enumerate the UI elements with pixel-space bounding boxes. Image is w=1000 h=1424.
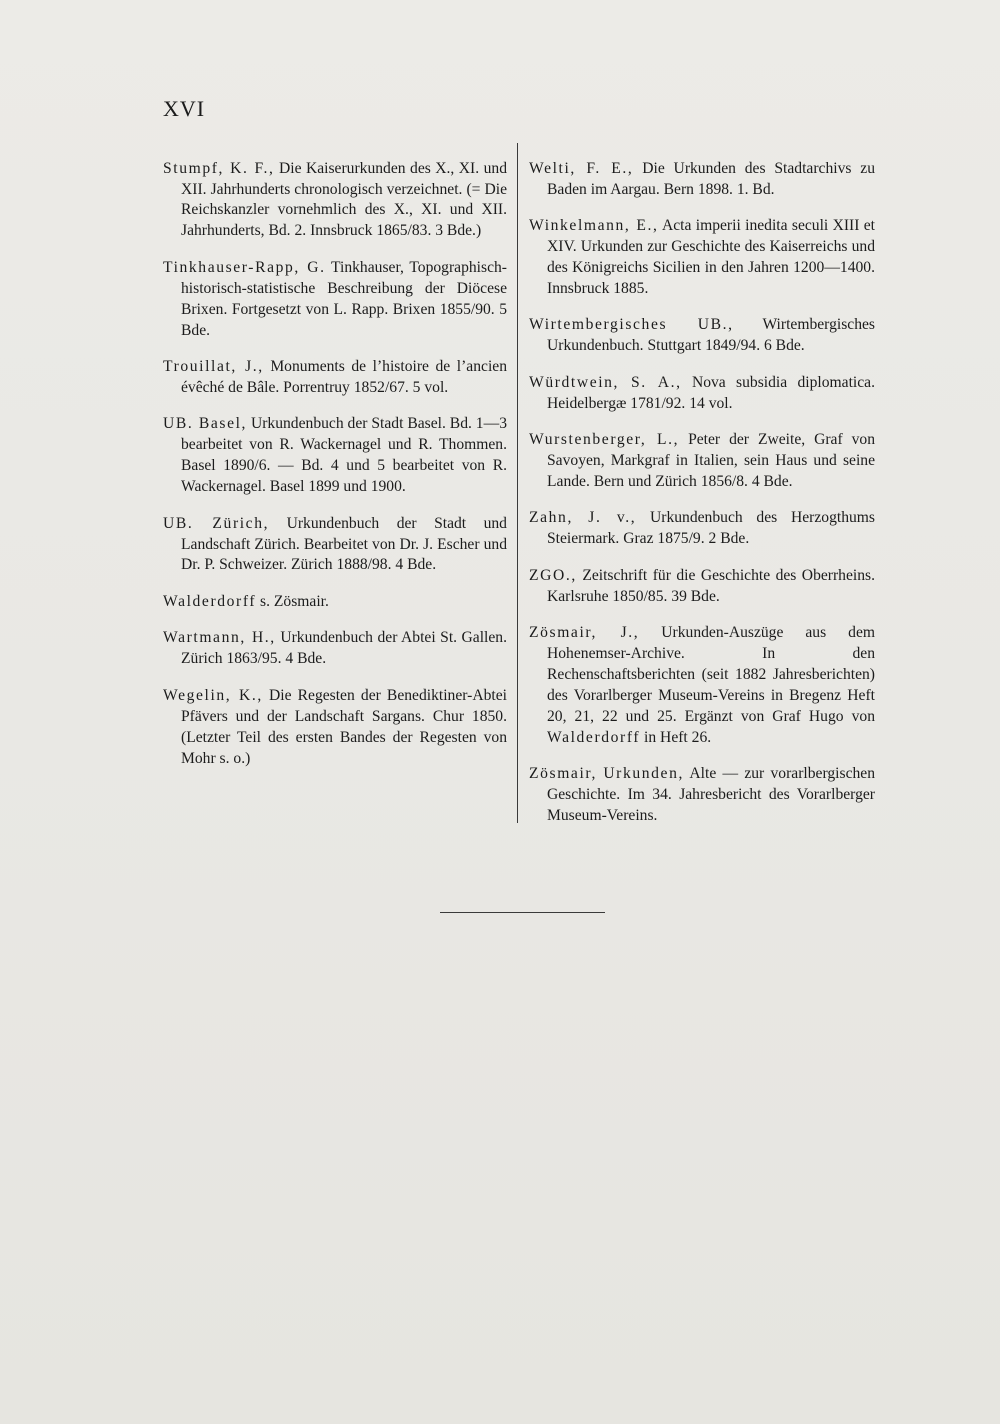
- entry-author: Walderdorff: [163, 592, 257, 610]
- bibliography-entry: [529, 216, 875, 300]
- entry-text: Urkunden-Auszüge aus dem Hohenemser-Archive. In den Rechenschaftsberichten (seit 1882 Jahresberichten) des Vorarlberger Museum-Vereins in Bregenz Heft 20, 21, 22 und 25. Ergänzt von Graf Hugo von: [547, 624, 875, 725]
- entry-text: Alte — zur vorarlbergischen Geschichte. Im 34. Jahresbericht des Vorarlberger Museum-Vereins.: [547, 765, 876, 824]
- column-divider: [517, 143, 518, 823]
- entry-text: Die Regesten der Benediktiner-Abtei Pfävers und der Landschaft Sargans. Chur 1850. (Letzter Teil des ersten Bandes der Regesten von Mohr s. o.): [181, 686, 507, 767]
- entry-text: Die Kaiserurkunden des X., XI. und XII. Jahrhunderts chronologisch verzeichnet. (= Die Reichskanzler vornehmlich des X., XI. und XII. Jahrhunderts, Bd. 2. Innsbruck 1865/83. 3 Bde.): [181, 159, 507, 240]
- left-column: [163, 143, 507, 780]
- entry-text: Nova subsidia diplomatica. Heidelbergæ 1781/92. 14 vol.: [547, 373, 875, 412]
- entry-author: Zösmair,: [529, 765, 598, 783]
- entry-author: Stumpf, K. F.,: [163, 159, 275, 177]
- entry-author: Würdtwein, S. A.,: [529, 373, 682, 391]
- entry-author: Trouillat, J.,: [163, 358, 264, 376]
- bibliography-entry: [529, 566, 875, 608]
- bibliography-entry: [163, 414, 507, 498]
- entry-text: Peter der Zweite, Graf von Savoyen, Markgraf in Italien, sein Haus und seine Lande. Bern und Zürich 1856/8. 4 Bde.: [547, 431, 876, 490]
- entry-author: Tinkhauser-Rapp, G.: [163, 258, 326, 276]
- entry-author: Wartmann, H.,: [163, 629, 276, 647]
- bibliography-entry: [163, 514, 507, 577]
- bibliography-entry: [529, 764, 875, 827]
- entry-text: Urkundenbuch des Herzogthums Steiermark. Graz 1875/9. 2 Bde.: [547, 509, 875, 548]
- bibliography-entry: [529, 373, 875, 415]
- page-number: XVI: [163, 96, 206, 121]
- entry-text: Wirtembergisches Urkundenbuch. Stuttgart 1849/94. 6 Bde.: [547, 316, 875, 355]
- entry-text: in Heft 26.: [644, 728, 712, 746]
- entry-text: Zeitschrift für die Geschichte des Oberrheins. Karlsruhe 1850/85. 39 Bde.: [547, 566, 875, 605]
- right-column: [529, 143, 875, 837]
- bibliography-entry: [163, 628, 507, 670]
- entry-spaced-name: Walderdorff: [547, 728, 641, 746]
- entry-author: UB. Zürich,: [163, 514, 270, 532]
- entry-text: Die Urkunden des Stadtarchivs zu Baden im Aargau. Bern 1898. 1. Bd.: [547, 159, 875, 198]
- entry-text: Urkundenbuch der Stadt und Landschaft Zürich. Bearbeitet von Dr. J. Escher und Dr. P. Schweizer. Zürich 1888/98. 4 Bde.: [181, 514, 507, 574]
- bibliography-entry: [529, 508, 875, 550]
- entry-text: s. Zösmair.: [260, 592, 329, 610]
- entry-author: Zahn, J. v.,: [529, 509, 637, 527]
- bibliography-entry: [529, 430, 875, 493]
- entry-author: Wegelin, K.,: [163, 686, 263, 704]
- entry-spaced-title: Urkunden,: [603, 765, 684, 783]
- entry-author: Winkelmann, E.,: [529, 217, 659, 234]
- bibliography-entry: [529, 315, 875, 357]
- bibliography-entry: [163, 357, 507, 399]
- bibliography-entry: [163, 258, 507, 342]
- entry-text: Urkundenbuch der Abtei St. Gallen. Zürich 1863/95. 4 Bde.: [181, 629, 508, 668]
- entry-author: Zösmair, J.,: [529, 624, 640, 642]
- entry-author: Welti, F. E.,: [529, 159, 634, 177]
- bibliography-entry: [163, 159, 507, 243]
- entry-text: Urkundenbuch der Stadt Basel. Bd. 1—3 bearbeitet von R. Wackernagel und R. Thommen. Basel 1890/6. — Bd. 4 und 5 bearbeitet von R. Wackernagel. Basel 1899 und 1900.: [181, 415, 507, 496]
- bibliography-entry: [529, 623, 875, 748]
- end-rule: [440, 912, 605, 913]
- entry-author: Wirtembergisches UB.,: [529, 316, 734, 334]
- entry-author: UB. Basel,: [163, 415, 248, 433]
- entry-author: Wurstenberger, L.,: [529, 431, 680, 449]
- entry-text: Tinkhauser, Topographisch-historisch-statistische Beschreibung der Diöcese Brixen. Fortgesetzt von L. Rapp. Brixen 1855/90. 5 Bde.: [181, 258, 507, 339]
- bibliography-entry: [163, 592, 507, 613]
- entry-author: ZGO.,: [529, 566, 577, 584]
- entry-text: Acta imperii inedita seculi XIII et XIV. Urkunden zur Geschichte des Kaiserreichs und des Königreichs Sicilien in den Jahren 1200—1400. Innsbruck 1885.: [547, 217, 875, 297]
- bibliography-entry: [163, 686, 507, 770]
- bibliography-entry: [529, 159, 875, 201]
- entry-text: Monuments de l’histoire de l’ancien évêché de Bâle. Porrentruy 1852/67. 5 vol.: [181, 358, 507, 396]
